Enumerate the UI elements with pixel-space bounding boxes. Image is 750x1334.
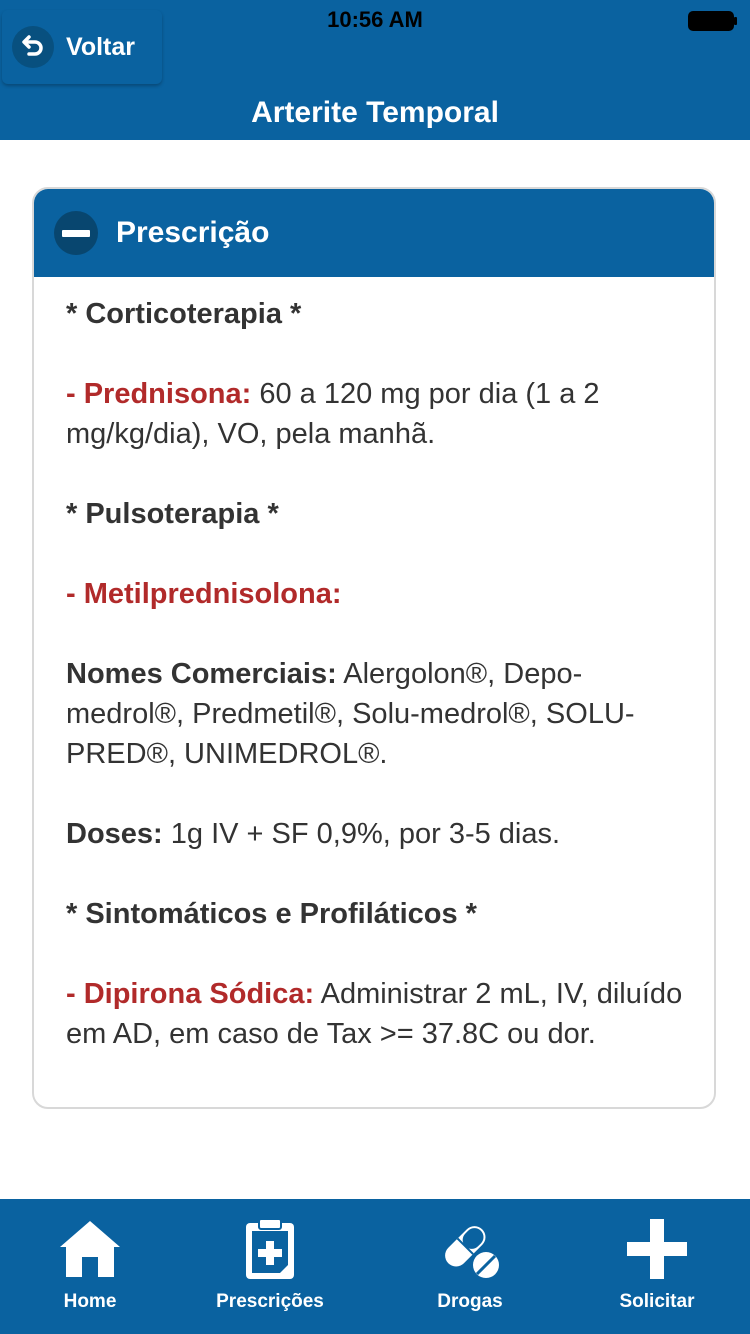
back-label: Voltar [66, 32, 135, 61]
clipboard-icon [243, 1217, 297, 1281]
section-header-toggle[interactable] [34, 189, 714, 277]
header-bar [0, 0, 750, 140]
back-arrow-icon [12, 26, 54, 68]
status-time: 10:56 AM [327, 7, 423, 32]
tab-prescricoes-label: Prescrições [216, 1291, 324, 1312]
home-icon [56, 1217, 124, 1281]
item-dipirona [66, 974, 684, 1054]
pills-icon [436, 1217, 504, 1281]
prescription-card [32, 187, 716, 1109]
item-doses [66, 814, 684, 854]
section-content [34, 277, 714, 1054]
drug-name-dipirona: - Dipirona Sódica: [66, 978, 315, 1010]
tab-solicitar-label: Solicitar [619, 1291, 695, 1312]
doses-label: Doses: [66, 818, 163, 850]
page-title: Arterite Temporal [251, 96, 499, 129]
tab-home-label: Home [63, 1291, 117, 1312]
tab-home[interactable] [40, 1199, 140, 1334]
tab-drogas[interactable] [420, 1199, 520, 1334]
section-title: Prescrição [116, 216, 270, 249]
nomes-text: Alergolon®, Depo-medrol®, Predmetil®, Solu-medrol®, SOLU-PRED®, UNIMEDROL®. [66, 658, 635, 770]
plus-icon [625, 1217, 689, 1281]
heading-sintomaticos: * Sintomáticos e Profiláticos * [66, 898, 477, 930]
tab-bar [0, 1199, 750, 1334]
drug-name-metilprednisolona: - Metilprednisolona: [66, 578, 342, 610]
drug-text-dipirona: Administrar 2 mL, IV, diluído em AD, em caso de Tax >= 37.8C ou dor. [66, 978, 683, 1050]
doses-text: 1g IV + SF 0,9%, por 3-5 dias. [162, 818, 561, 850]
tab-drogas-label: Drogas [437, 1291, 503, 1312]
tab-prescricoes[interactable] [205, 1199, 335, 1334]
item-prednisona [66, 374, 684, 454]
back-button[interactable] [2, 10, 162, 84]
nomes-label: Nomes Comerciais: [66, 658, 337, 690]
drug-text-prednisona: 60 a 120 mg por dia (1 a 2 mg/kg/dia), VO, pela manhã. [66, 378, 600, 450]
battery-icon [688, 10, 738, 32]
item-nomes-comerciais [66, 654, 684, 774]
drug-name-prednisona: - Prednisona: [66, 378, 252, 410]
heading-pulsoterapia: * Pulsoterapia * [66, 498, 279, 530]
heading-corticoterapia: * Corticoterapia * [66, 298, 302, 330]
item-metilprednisolona [66, 574, 684, 614]
collapse-minus-icon [54, 211, 98, 255]
tab-solicitar[interactable] [605, 1199, 709, 1334]
